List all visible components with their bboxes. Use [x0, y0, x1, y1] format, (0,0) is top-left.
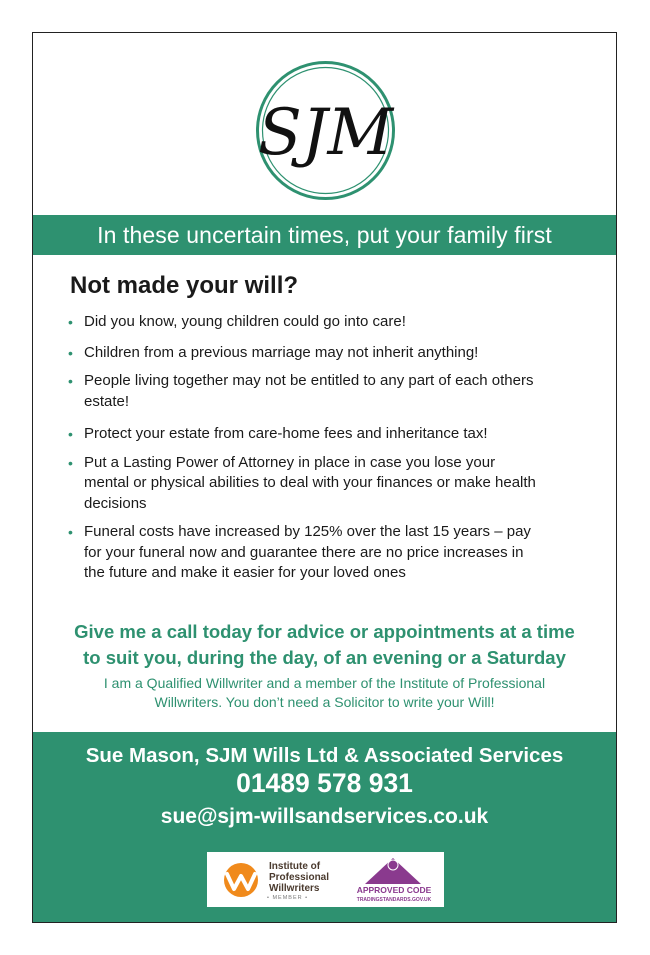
ipw-member-badge	[221, 858, 333, 902]
cta-line: to suit you, during the day, of an evening or a Saturday	[83, 647, 566, 668]
qualification-line: I am a Qualified Willwriter and a member of the Institute of Professional	[103, 675, 546, 691]
bullet-icon: •	[68, 524, 73, 540]
list-item	[68, 424, 568, 445]
house-icon	[347, 854, 439, 886]
list-item-line: Children from a previous marriage may not inherit anything!	[84, 343, 479, 361]
reasons-list	[68, 312, 568, 584]
list-item-line: the future and make it easier for your loved ones	[84, 564, 406, 581]
ipw-logo-icon	[221, 862, 267, 898]
contact-footer	[33, 732, 616, 922]
list-item-line: People living together may not be entitled to any part of each others	[84, 372, 534, 389]
contact-name: Sue Mason, SJM Wills Ltd & Associated Services	[85, 744, 564, 767]
qualification-note	[33, 674, 616, 712]
ipw-member-label: • MEMBER •	[267, 895, 309, 901]
bullet-icon: •	[68, 373, 73, 389]
ipw-name-line: Willwriters	[269, 883, 320, 894]
ipw-name	[269, 861, 329, 894]
cta-line: Give me a call today for advice or appointments at a time	[74, 621, 575, 642]
ipw-name-line: Professional	[269, 872, 330, 883]
tagline-banner: In these uncertain times, put your family first	[33, 215, 616, 255]
accreditation-badges	[207, 852, 444, 907]
sjm-logo	[253, 58, 398, 203]
tsi-url: TRADINGSTANDARDS.GOV.UK	[356, 897, 432, 903]
list-item-line: Did you know, young children could go into care!	[84, 313, 406, 330]
logo-monogram: SJM	[257, 96, 394, 170]
list-item-line: Funeral costs have increased by 125% over the last 15 years – pay	[84, 523, 531, 540]
tsi-approved-badge	[347, 854, 439, 906]
bullet-icon: •	[68, 426, 73, 442]
tsi-code-label: APPROVED CODE	[356, 885, 432, 895]
contact-email[interactable]: sue@sjm-willsandservices.co.uk	[160, 805, 489, 828]
ipw-name-line: Institute of	[269, 861, 321, 872]
list-item	[68, 522, 568, 584]
list-item	[68, 453, 568, 515]
list-item-line: decisions	[84, 494, 147, 512]
bullet-icon: •	[68, 314, 73, 330]
list-item-line: Put a Lasting Power of Attorney in place in case you lose your	[84, 453, 496, 471]
call-to-action	[33, 619, 616, 671]
qualification-line: Willwriters. You don’t need a Solicitor to write your Will!	[154, 694, 495, 710]
list-item	[68, 371, 568, 412]
list-item	[68, 343, 568, 364]
bullet-icon: •	[68, 344, 73, 361]
contact-phone[interactable]: 01489 578 931	[236, 768, 413, 798]
list-item-line: for your funeral now and guarantee there are no price increases in	[84, 543, 524, 561]
list-item	[68, 312, 568, 333]
list-item-line: estate!	[84, 392, 130, 410]
list-item-line: mental or physical abilities to deal with your finances or make health	[84, 474, 536, 491]
bullet-icon: •	[68, 454, 73, 471]
list-item-line: Protect your estate from care-home fees and inheritance tax!	[84, 425, 488, 442]
page-title: Not made your will?	[70, 272, 299, 299]
